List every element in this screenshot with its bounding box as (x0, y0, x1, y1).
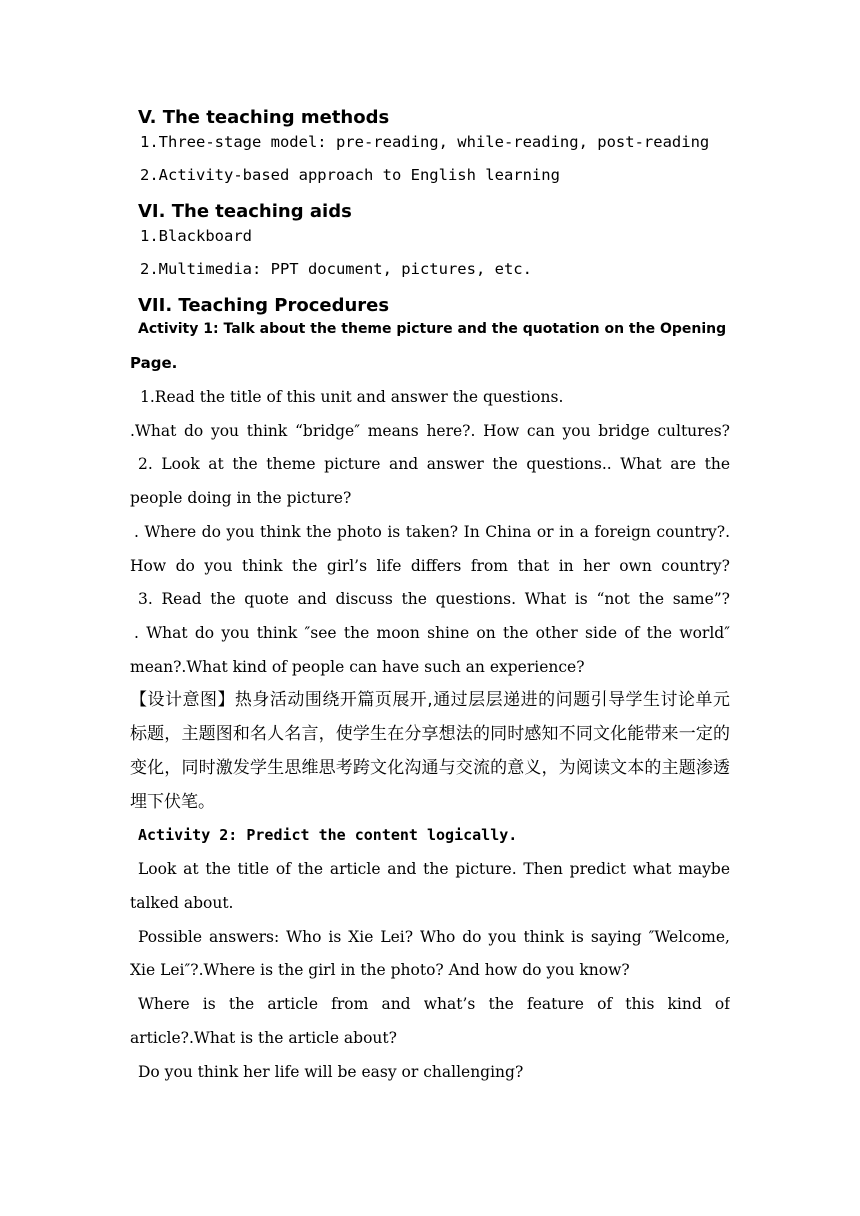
paragraph-line: . What do you think ″see the moon shine on the other side of the world″ (134, 624, 730, 642)
paragraph-line: 3. Read the quote and discuss the questions. What is “not the same”? (138, 590, 730, 608)
paragraph-line: Possible answers: Who is Xie Lei? Who do you think is saying ″Welcome, (138, 928, 730, 946)
design-intent-line: 【设计意图】热身活动围绕开篇页展开,通过层层递进的问题引导学生讨论单元 (130, 690, 730, 710)
design-intent-line: 埋下伏笔。 (130, 792, 215, 812)
list-item: 2.Activity-based approach to English learning (140, 166, 560, 184)
paragraph-line: Xie Lei″?.Where is the girl in the photo? And how do you know? (130, 961, 630, 979)
paragraph-line: article?.What is the article about? (130, 1029, 397, 1047)
paragraph-line: . Where do you think the photo is taken? In China or in a foreign country?. (134, 523, 730, 541)
paragraph-line: people doing in the picture? (130, 489, 352, 507)
paragraph-line: 2. Look at the theme picture and answer the questions.. What are the (138, 455, 730, 473)
list-item: 2.Multimedia: PPT document, pictures, etc. (140, 260, 532, 278)
activity-2-title: Activity 2: Predict the content logically. (138, 826, 518, 844)
section-heading-teaching-procedures: VII. Teaching Procedures (138, 295, 390, 316)
activity-1-title-continued: Page. (130, 354, 178, 372)
section-heading-teaching-methods: V. The teaching methods (138, 107, 390, 128)
paragraph-line: Where is the article from and what’s the feature of this kind of (138, 995, 730, 1013)
paragraph-line: Do you think her life will be easy or challenging? (138, 1063, 524, 1081)
activity-1-title: Activity 1: Talk about the theme picture and the quotation on the Opening (138, 321, 727, 337)
paragraph-line: How do you think the girl’s life differs from that in her own country? (130, 557, 730, 575)
design-intent-line: 标题，主题图和名人名言，使学生在分享想法的同时感知不同文化能带来一定的 (130, 724, 730, 744)
list-item: 1.Blackboard (140, 227, 252, 245)
section-heading-teaching-aids: VI. The teaching aids (138, 201, 352, 222)
list-item: 1.Three-stage model: pre-reading, while-reading, post-reading (140, 133, 710, 151)
paragraph-line: 1.Read the title of this unit and answer the questions. (140, 388, 564, 406)
paragraph-line: Look at the title of the article and the picture. Then predict what maybe (138, 860, 730, 878)
design-intent-line: 变化，同时激发学生思维思考跨文化沟通与交流的意义，为阅读文本的主题渗透 (130, 758, 730, 778)
paragraph-line: talked about. (130, 894, 234, 912)
paragraph-line: mean?.What kind of people can have such an experience? (130, 658, 585, 676)
paragraph-line: .What do you think “bridge″ means here?. How can you bridge cultures? (130, 422, 730, 440)
